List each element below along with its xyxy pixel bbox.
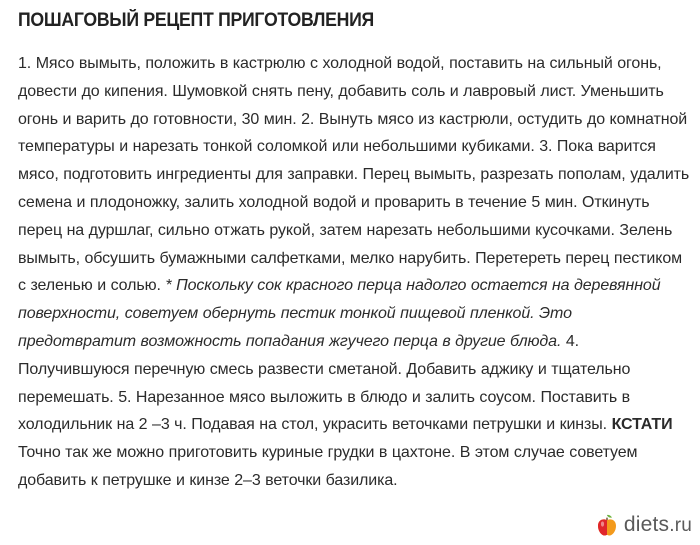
tip-text: Точно так же можно приготовить куриные грудки в цахтоне. В этом случае советуем добавить к петрушке и кинзе 2–3 веточки базилика. xyxy=(18,444,638,489)
tip-label: КСТАТИ xyxy=(611,416,673,434)
recipe-steps-part-2: 4. Получившуюся перечную смесь развести сметаной. Добавить аджику и тщательно перемешать. 5. Нарезанное мясо выложить в блюдо и залить соусом. Поставить в холодильник на 2 –3 ч. Подавая на стол, украсить веточками петрушки и кинзы. xyxy=(18,332,631,434)
recipe-title: ПОШАГОВЫЙ РЕЦЕПТ ПРИГОТОВЛЕНИЯ xyxy=(18,10,374,31)
apple-logo-icon xyxy=(594,512,620,538)
recipe-steps-part-1: 1. Мясо вымыть, положить в кастрюлю с холодной водой, поставить на сильный огонь, довести до кипения. Шумовкой снять пену, добавить соль и лавровый лист. Уменьшить огонь и варить до готовности, 30 мин. 2. Вынуть мясо из кастрюли, остудить до комнатной температуры и нарезать тонкой соломкой или небольшими кубиками. 3. Пока варится мясо, подготовить ингредиенты для заправки. Перец вымыть, разрезать пополам, удалить семена и плодоножку, залить холодной водой и проварить в течение 5 мин. Откинуть перец на дуршлаг, сильно отжать рукой, затем нарезать небольшими кусочками. Зелень вымыть, обсушить бумажными салфетками, мелко нарубить. Перетереть перец пестиком с зеленью и солью. xyxy=(18,55,690,295)
recipe-steps xyxy=(18,50,694,495)
watermark-tld: .ru xyxy=(669,514,692,536)
recipe-note: * Поскольку сок красного перца надолго остается на деревянной поверхности, советуем обернуть пестик тонкой пищевой пленкой. Это предотвратит возможность попадания жгучего перца в другие блюда. xyxy=(18,277,661,350)
watermark-brand: diets xyxy=(623,512,670,536)
recipe-article xyxy=(18,6,694,495)
site-watermark xyxy=(594,511,692,539)
watermark-text xyxy=(624,511,692,540)
